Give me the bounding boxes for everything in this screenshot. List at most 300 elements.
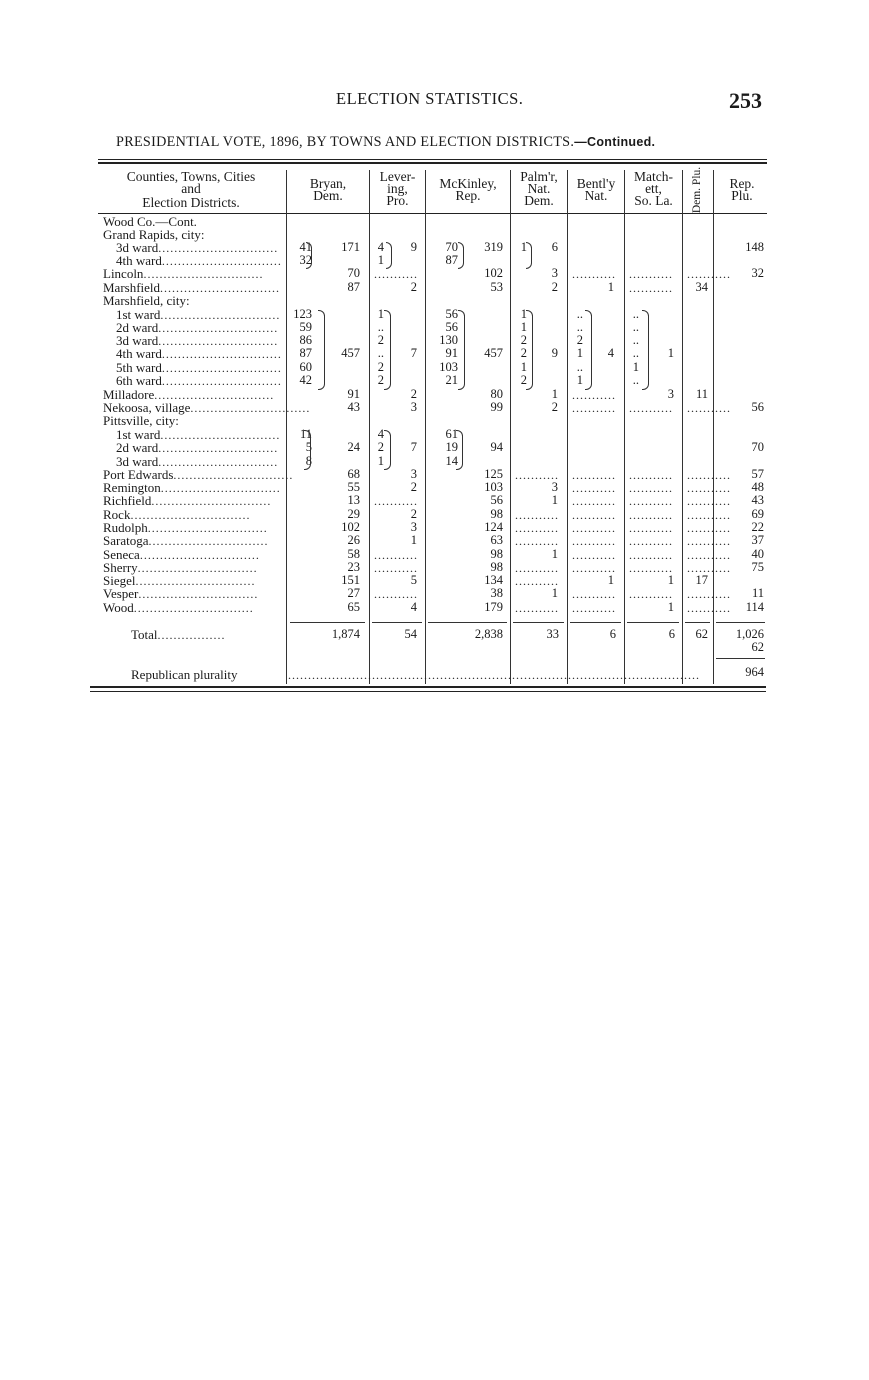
cell-lev: 9 [410,240,417,254]
cell-mat: 1 [667,573,674,587]
header-line: and [181,181,201,196]
cell-rep: 32 [751,266,764,280]
cell-pal-w: 2 [520,373,527,387]
cell-bryan-w: 42 [299,373,312,387]
bottom-rule [90,686,766,688]
cell-mck: 102 [484,266,503,280]
empty-cell-dots: ........... [515,574,559,588]
header-levering [370,171,425,207]
header-line: Dem. [313,188,343,203]
cell-mck: 63 [490,533,503,547]
leader-dots: .............................. [161,254,282,268]
empty-cell-dots: ........... [572,601,616,615]
brace [456,430,463,470]
cell-mck-w: 103 [439,360,458,374]
cell-lev-w: 2 [377,440,384,454]
empty-cell-dots: ........... [515,508,559,522]
leader-dots: .............................. [154,388,275,402]
leader-dots: .............................. [139,548,260,562]
cell-mat-w: .. [632,320,639,334]
leader-dots: .............................. [138,587,259,601]
cell-lev: 1 [410,533,417,547]
cell-dem: 11 [695,387,708,401]
cell-mck: 319 [484,240,503,254]
empty-cell-dots: ........... [515,521,559,535]
row-label-text: Saratoga [103,533,149,548]
header-line: Election Districts. [142,195,240,210]
cell-rep: 69 [751,507,764,521]
leader-dots: .............................. [133,601,254,615]
cell-mck-w: 21 [445,373,458,387]
brace [458,242,464,269]
cell-lev-w: .. [377,346,384,360]
total-rule [570,622,621,623]
empty-cell-dots: ........... [374,587,418,601]
total-bentley: 6 [609,627,616,641]
total-label [131,628,226,642]
header-line: Lever- [379,169,416,184]
cell-bryan-w: 86 [299,333,312,347]
cell-pal-w: 1 [520,240,527,254]
cell-ben: 4 [607,346,614,360]
empty-cell-dots: ........... [629,561,673,575]
row-label-text: 4th ward [116,346,162,361]
cell-mck: 134 [484,573,503,587]
row-label-text: Wood Co.—Cont. [103,214,197,229]
leader-dots: .............................. [158,455,279,469]
cell-mck: 98 [490,547,503,561]
cell-pal: 1 [551,586,558,600]
empty-cell-dots: ........... [687,267,731,281]
empty-cell-dots: ........... [629,468,673,482]
cell-mck: 125 [484,467,503,481]
brace [526,242,532,269]
cell-mck-w: 70 [445,240,458,254]
empty-cell-dots: ........... [687,481,731,495]
cell-mck: 179 [484,600,503,614]
cell-lev-w: 2 [377,360,384,374]
leader-dots: .............................. [160,481,281,495]
cell-mck: 53 [490,280,503,294]
cell-mck: 103 [484,480,503,494]
row-label-text: Vesper [103,586,139,601]
total-rule [290,622,365,623]
empty-cell-dots: ........... [629,548,673,562]
cell-mat-w: .. [632,307,639,321]
cell-pal-w: 1 [520,307,527,321]
cell-ben-w: .. [576,307,583,321]
brace [526,310,533,390]
cell-ben: 1 [607,280,614,294]
cell-mck: 80 [490,387,503,401]
cell-pal: 6 [551,240,558,254]
cell-pal-w: 2 [520,333,527,347]
cell-mck: 94 [490,440,503,454]
cell-lev-w: 2 [377,333,384,347]
empty-cell-dots: ........... [572,494,616,508]
total-rule [627,622,679,623]
total-rule [372,622,422,623]
empty-cell-dots: ........... [572,468,616,482]
total-levering: 54 [404,627,417,641]
cell-mck-w: 14 [445,454,458,468]
cell-bryan: 457 [341,346,360,360]
row-label-text: Grand Rapids, city: [103,227,205,242]
header-bentley [568,178,624,202]
cell-bryan: 58 [347,547,360,561]
cell-mck-w: 56 [445,307,458,321]
row-label-text: 6th ward [116,373,162,388]
row-label-text: Remington [103,480,161,495]
cell-rep: 75 [751,560,764,574]
row-label [103,601,284,615]
cell-ben-w: 1 [576,373,583,387]
empty-cell-dots: ........... [629,481,673,495]
cell-mck-w: 130 [439,333,458,347]
empty-cell-dots: ........... [629,508,673,522]
empty-cell-dots: ........... [572,521,616,535]
empty-cell-dots: ........... [374,548,418,562]
leader-dots: .............................. [160,308,281,322]
table-title [116,134,655,151]
cell-rep: 48 [751,480,764,494]
row-label-text: Nekoosa, village [103,400,191,415]
total-bryan: 1,874 [331,627,360,641]
row-label [103,294,190,307]
leader-dots: .............................. [160,281,281,295]
cell-pal: 3 [551,266,558,280]
cell-pal: 3 [551,480,558,494]
empty-cell-dots: ........... [374,267,418,281]
cell-bryan-w: 32 [299,253,312,267]
cell-ben-w: .. [576,320,583,334]
total-rep-plu-sub: 62 [751,640,764,654]
total-palmer: 33 [546,627,559,641]
cell-bryan: 29 [347,507,360,521]
empty-cell-dots: ........... [687,521,731,535]
cell-mck: 457 [484,346,503,360]
leader-dots: .............................. [190,401,311,415]
column-rule [624,170,625,684]
header-line: Palm'r, [520,169,558,184]
cell-bryan-w: 123 [293,307,312,321]
row-label-text: Port Edwards [103,467,174,482]
leader-dots: .............................. [158,321,279,335]
header-line: Rep. [455,188,481,203]
cell-bryan: 102 [341,520,360,534]
row-label-text: 2d ward [116,320,159,335]
row-label-text: Pittsville, city: [103,413,179,428]
cell-pal: 1 [551,387,558,401]
cell-rep: 148 [745,240,764,254]
leader-dots: ....................................................................................................... [288,668,700,682]
total-rule [428,622,507,623]
empty-cell-dots: ........... [629,281,673,295]
leader-dots: .............................. [158,241,279,255]
cell-bryan: 70 [347,266,360,280]
total-rule [716,622,765,623]
cell-bryan: 171 [341,240,360,254]
cell-bryan: 24 [347,440,360,454]
row-label-text: 4th ward [116,253,162,268]
table-title-text: PRESIDENTIAL VOTE, 1896, BY TOWNS AND ELECTION DISTRICTS. [116,134,575,150]
row-label-text: 2d ward [116,440,159,455]
cell-bryan: 87 [347,280,360,294]
header-line: Pro. [386,193,409,208]
empty-cell-dots: ........... [687,494,731,508]
cell-lev: 3 [410,400,417,414]
header-mckinley [426,178,510,202]
leader-dots: .............................. [161,361,282,375]
plurality-label: Republican plurality [131,667,238,682]
brace [384,430,391,470]
leader-dots: .............................. [147,521,268,535]
leader-dots: .............................. [137,561,258,575]
cell-dem: 34 [695,280,708,294]
brace [585,310,592,390]
row-label-text: 5th ward [116,360,162,375]
empty-cell-dots: ........... [687,561,731,575]
cell-bryan: 68 [347,467,360,481]
leader-dots: .............................. [143,267,264,281]
header-line: Rep. [729,176,755,191]
cell-pal: 2 [551,280,558,294]
empty-cell-dots: ........... [687,401,731,415]
leader-dots: .............................. [130,508,251,522]
row-label-text: Rock [103,507,131,522]
empty-cell-dots: ........... [572,508,616,522]
empty-cell-dots: ........... [374,494,418,508]
brace [306,242,312,269]
empty-cell-dots: ........... [572,267,616,281]
cell-lev: 7 [410,346,417,360]
header-line: Plu. [731,188,753,203]
cell-mck: 98 [490,507,503,521]
empty-cell-dots: ........... [629,401,673,415]
brace [304,430,311,470]
cell-lev: 2 [410,507,417,521]
cell-mck: 38 [490,586,503,600]
cell-bryan-w: 60 [299,360,312,374]
cell-mat-w: .. [632,346,639,360]
cell-mck: 56 [490,493,503,507]
cell-lev-w: 1 [377,307,384,321]
row-label-text: Wood [103,600,134,615]
cell-lev: 2 [410,387,417,401]
header-line: Nat. [584,188,608,203]
row-label-text: Marshfield [103,280,161,295]
cell-mck: 99 [490,400,503,414]
empty-cell-dots: ........... [572,481,616,495]
row-label-text: 1st ward [116,427,161,442]
row-label-text: Sherry [103,560,138,575]
cell-rep: 70 [751,440,764,454]
cell-mat: 1 [667,600,674,614]
cell-bryan-w: 5 [305,440,312,454]
cell-mat: 1 [667,346,674,360]
row-label-text: 3d ward [116,454,159,469]
cell-mck-w: 19 [445,440,458,454]
cell-bryan: 43 [347,400,360,414]
plurality-value: 964 [716,666,764,679]
column-rule [510,170,511,684]
brace [642,310,649,390]
cell-rep: 22 [751,520,764,534]
cell-lev-w: 1 [377,454,384,468]
row-label-text: 1st ward [116,307,161,322]
column-rule [682,170,683,684]
header-matchett [625,171,682,207]
cell-lev-w: .. [377,320,384,334]
cell-mck: 124 [484,520,503,534]
cell-bryan-w: 41 [299,240,312,254]
header-line: McKinley, [439,176,497,191]
table-title-suffix: —Continued. [574,135,656,149]
empty-cell-dots: ........... [515,561,559,575]
cell-bryan: 13 [347,493,360,507]
cell-pal-w: 2 [520,346,527,360]
empty-cell-dots: ........... [687,508,731,522]
header-line: Dem. [524,193,554,208]
leader-dots: .............................. [161,347,282,361]
row-label-text: 3d ward [116,333,159,348]
header-line: Match- [634,169,673,184]
total-rule [513,622,564,623]
cell-lev-w: 4 [377,427,384,441]
cell-rep: 40 [751,547,764,561]
cell-mck: 98 [490,560,503,574]
row-label [103,414,179,427]
cell-mck-w: 87 [445,253,458,267]
cell-bryan: 91 [347,387,360,401]
cell-rep: 11 [751,586,764,600]
header-line: So. La. [634,193,673,208]
leader-dots: ................. [157,628,226,642]
cell-mat-w: .. [632,373,639,387]
cell-lev-w: 4 [377,240,384,254]
cell-bryan: 55 [347,480,360,494]
leader-dots: .............................. [161,374,282,388]
cell-mat-w: 1 [632,360,639,374]
header-dem-plu: Dem. Plu. [691,166,703,214]
cell-mck-w: 56 [445,320,458,334]
cell-mat: 3 [667,387,674,401]
empty-cell-dots: ........... [629,494,673,508]
row-label-text: Rudolph [103,520,148,535]
cell-mck-w: 91 [445,346,458,360]
leader-dots: .............................. [173,468,294,482]
total-dem-plu: 62 [695,627,708,641]
leader-dots: .............................. [158,334,279,348]
cell-pal: 9 [551,346,558,360]
row-label-text: Lincoln [103,266,144,281]
empty-cell-dots: ........... [572,401,616,415]
cell-bryan-w: 87 [299,346,312,360]
cell-pal: 1 [551,493,558,507]
cell-pal-w: 1 [520,360,527,374]
total-mckinley: 2,838 [474,627,503,641]
cell-lev: 4 [410,600,417,614]
row-label-text: Marshfield, city: [103,293,190,308]
empty-cell-dots: ........... [572,587,616,601]
cell-dem: 17 [695,573,708,587]
header-line: ing, [387,181,408,196]
cell-mat-w: .. [632,333,639,347]
cell-ben-w: 2 [576,333,583,347]
cell-rep: 114 [745,600,764,614]
cell-bryan: 27 [347,586,360,600]
column-rule [286,170,287,684]
cell-lev-w: 2 [377,373,384,387]
header-districts [100,171,282,209]
cell-bryan: 151 [341,573,360,587]
cell-ben-w: .. [576,360,583,374]
header-bryan [288,178,368,202]
cell-bryan: 26 [347,533,360,547]
header-line: ett, [645,181,662,196]
empty-cell-dots: ........... [572,388,616,402]
header-rep-plu [715,178,769,202]
page-number: 253 [729,88,762,113]
empty-cell-dots: ........... [572,561,616,575]
empty-cell-dots: ........... [572,548,616,562]
running-head: ELECTION STATISTICS. [336,89,524,108]
header-line: Nat. [527,181,551,196]
empty-cell-dots: ........... [629,521,673,535]
bottom-rule [90,691,766,692]
column-rule [567,170,568,684]
cell-bryan-w: 59 [299,320,312,334]
leader-dots: .............................. [158,441,279,455]
row-label-text: 3d ward [116,240,159,255]
brace [386,242,392,269]
cell-lev: 2 [410,480,417,494]
total-rule [716,658,765,659]
brace [458,310,465,390]
empty-cell-dots: ........... [687,534,731,548]
cell-lev-w: 1 [377,253,384,267]
row-label-text: Milladore [103,387,155,402]
cell-lev: 3 [410,520,417,534]
header-palmer [511,171,567,207]
total-rule [685,622,710,623]
empty-cell-dots: ........... [572,534,616,548]
leader-dots: .............................. [160,428,281,442]
top-rule [98,159,767,160]
cell-rep: 37 [751,533,764,547]
empty-cell-dots: ........... [515,468,559,482]
header-rule [98,213,767,214]
brace [384,310,391,390]
column-rule [425,170,426,684]
row-label-text: Richfield [103,493,152,508]
cell-pal-w: 1 [520,320,527,334]
cell-pal: 2 [551,400,558,414]
empty-cell-dots: ........... [374,561,418,575]
empty-cell-dots: ........... [515,534,559,548]
top-rule-thick [98,162,767,164]
cell-bryan: 23 [347,560,360,574]
empty-cell-dots: ........... [629,267,673,281]
cell-lev: 7 [410,440,417,454]
total-matchett: 6 [668,627,675,641]
leader-dots: .............................. [148,534,269,548]
cell-ben: 1 [607,573,614,587]
cell-lev: 3 [410,467,417,481]
header-line: Counties, Towns, Cities [126,169,256,184]
empty-cell-dots: ........... [515,601,559,615]
empty-cell-dots: ........... [629,534,673,548]
